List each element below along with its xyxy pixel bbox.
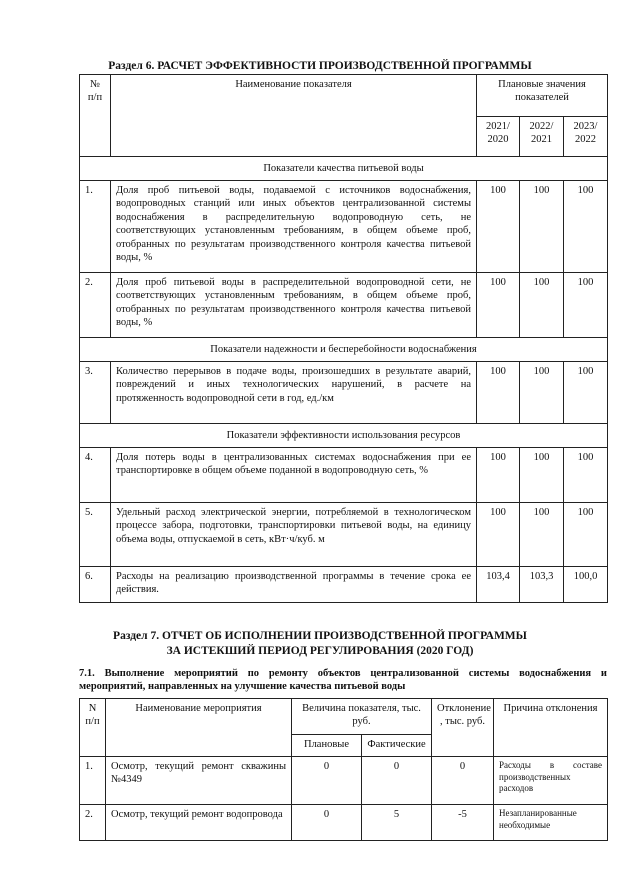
header-name: Наименование показателя — [111, 75, 477, 157]
row-value: 100 — [564, 273, 608, 338]
row-value: 100 — [520, 503, 564, 567]
row-name: Количество перерывов в подаче воды, произошедших в результате аварий, повреждений и иных технологических нарушений, в расчете на протяженность водопроводной сети в год, ед./км — [111, 362, 477, 424]
row-num: 2. — [80, 273, 111, 338]
row-actual: 5 — [362, 805, 432, 841]
row-num: 2. — [80, 805, 106, 841]
row-num: 3. — [80, 362, 111, 424]
row-actual: 0 — [362, 757, 432, 805]
row-num: 6. — [80, 567, 111, 603]
row-value: 100 — [477, 362, 520, 424]
row-num: 1. — [80, 181, 111, 273]
row-value: 100 — [564, 181, 608, 273]
row-value: 100 — [477, 503, 520, 567]
row-value: 100 — [477, 181, 520, 273]
row-reason: Незапланированные необходимые — [494, 805, 608, 841]
row-value: 100,0 — [564, 567, 608, 603]
section7-title-line1: Раздел 7. ОТЧЕТ ОБ ИСПОЛНЕНИИ ПРОИЗВОДСТВЕННОЙ ПРОГРАММЫ — [113, 630, 527, 642]
row-value: 100 — [564, 448, 608, 503]
row-num: 1. — [80, 757, 106, 805]
row-planned: 0 — [292, 805, 362, 841]
efficiency-table — [79, 74, 608, 603]
header-name: Наименование мероприятия — [106, 699, 292, 757]
header-year-1: 2021/ 2020 — [477, 117, 520, 157]
row-reason: Расходы в составе производственных расходов — [494, 757, 608, 805]
row-name: Доля проб питьевой воды в распределительной водопроводной сети, не соответствующих установленным требованиям, в общем объеме проб, отобранных по результатам производственного контроля качества питьевой воды, % — [111, 273, 477, 338]
row-deviation: 0 — [432, 757, 494, 805]
section7-subtitle: 7.1. Выполнение мероприятий по ремонту объектов централизованной системы водоснабжения и мероприятий, направленных на улучшение качества питьевой воды — [79, 668, 607, 693]
row-value: 100 — [477, 448, 520, 503]
header-num: N п/п — [80, 699, 106, 757]
header-year-2: 2022/ 2021 — [520, 117, 564, 157]
group-title: Показатели эффективности использования ресурсов — [80, 424, 608, 448]
header-deviation: Отклонение , тыс. руб. — [432, 699, 494, 757]
row-name: Удельный расход электрической энергии, потребляемой в технологическом процессе забора, подготовки, транспортировки питьевой воды, на единицу объема воды, отпускаемой в сеть, кВт·ч/куб. м — [111, 503, 477, 567]
row-value: 100 — [520, 448, 564, 503]
section6-title: Раздел 6. РАСЧЕТ ЭФФЕКТИВНОСТИ ПРОИЗВОДСТВЕННОЙ ПРОГРАММЫ — [108, 60, 532, 72]
row-name: Осмотр, текущий ремонт водопровода — [106, 805, 292, 841]
group-title: Показатели надежности и бесперебойности водоснабжения — [80, 338, 608, 362]
row-value: 103,4 — [477, 567, 520, 603]
report-table — [79, 698, 608, 841]
row-num: 5. — [80, 503, 111, 567]
row-num: 4. — [80, 448, 111, 503]
header-year-3: 2023/ 2022 — [564, 117, 608, 157]
header-value: Величина показателя, тыс. руб. — [292, 699, 432, 735]
row-planned: 0 — [292, 757, 362, 805]
row-value: 100 — [564, 362, 608, 424]
header-reason: Причина отклонения — [494, 699, 608, 757]
row-value: 100 — [477, 273, 520, 338]
row-name: Доля проб питьевой воды, подаваемой с источников водоснабжения, водопроводных станций или иных объектов централизованной системы водоснабжения в распределительную водопроводную сеть, не соответствующих установленным требованиям, в общем объеме проб, отобранных по результатам производственного контроля качества питьевой воды, % — [111, 181, 477, 273]
row-value: 100 — [520, 362, 564, 424]
group-title: Показатели качества питьевой воды — [80, 157, 608, 181]
row-value: 100 — [520, 181, 564, 273]
header-actual: Фактические — [362, 735, 432, 757]
row-name: Осмотр, текущий ремонт скважины №4349 — [106, 757, 292, 805]
header-num: № п/п — [80, 75, 111, 157]
row-value: 100 — [564, 503, 608, 567]
section7-title-line2: ЗА ИСТЕКШИЙ ПЕРИОД РЕГУЛИРОВАНИЯ (2020 ГОД) — [166, 645, 474, 657]
row-value: 100 — [520, 273, 564, 338]
header-planned: Плановые — [292, 735, 362, 757]
row-name: Доля потерь воды в централизованных системах водоснабжения при ее транспортировке в общем объеме поданной в водопроводную сеть, % — [111, 448, 477, 503]
row-value: 103,3 — [520, 567, 564, 603]
header-planned: Плановые значения показателей — [477, 75, 608, 117]
row-name: Расходы на реализацию производственной программы в течение срока ее действия. — [111, 567, 477, 603]
row-deviation: -5 — [432, 805, 494, 841]
